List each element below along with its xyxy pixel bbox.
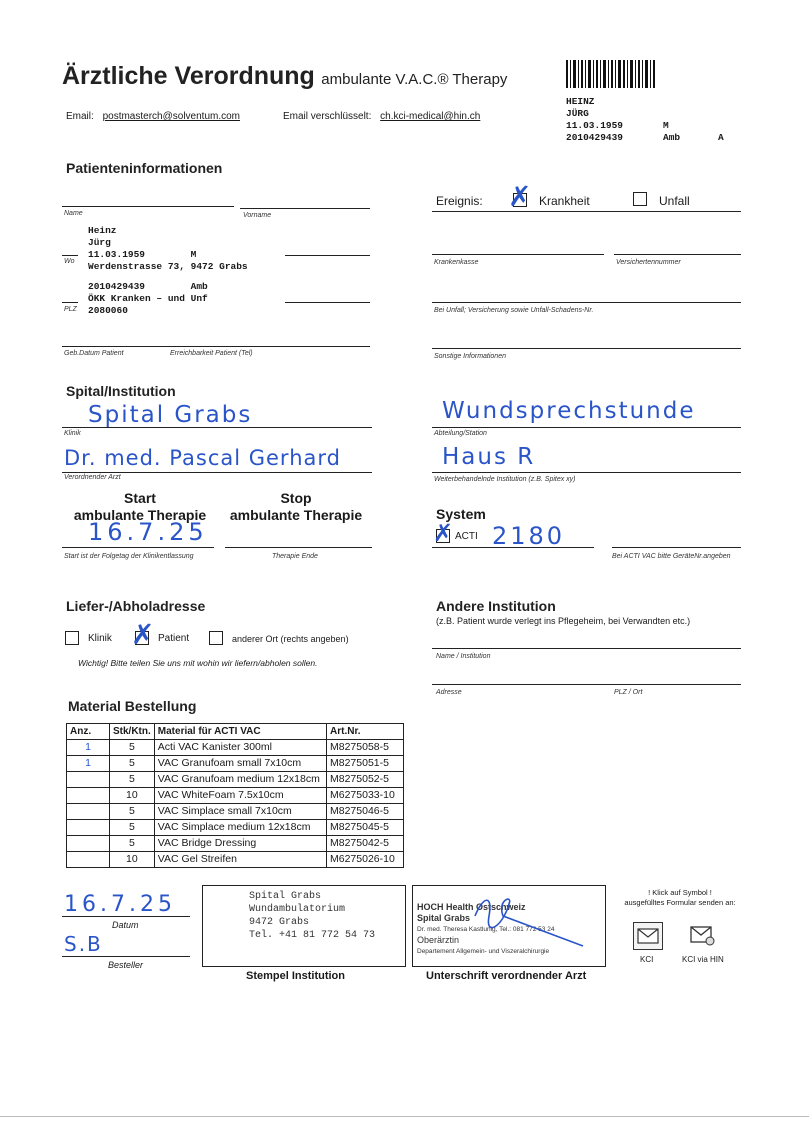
cell-stk: 10 xyxy=(110,788,155,804)
besteller-handwritten: S.B xyxy=(64,932,103,956)
delivery-klinik-checkbox[interactable] xyxy=(65,631,79,645)
caption-other-plz: PLZ / Ort xyxy=(614,689,643,696)
table-row xyxy=(67,820,404,836)
material-section-title: Material Bestellung xyxy=(68,698,197,714)
cell-art: M6275033-10 xyxy=(327,788,404,804)
delivery-other-label: anderer Ort (rechts angeben) xyxy=(232,634,349,644)
barcode-icon xyxy=(566,60,658,88)
label-line: Heinz xyxy=(88,225,117,236)
label-line: 2080060 xyxy=(88,305,128,316)
caption-versnr: Versichertennummer xyxy=(616,259,681,266)
event-label: Ereignis: xyxy=(436,194,483,208)
caption-plz: PLZ xyxy=(64,306,77,313)
delivery-section-title: Liefer-/Abholadresse xyxy=(66,598,206,614)
email-row xyxy=(66,111,240,122)
doctor-stamp-line: Dr. med. Theresa Kastlunig, Tel.: 081 772 53 24 xyxy=(417,926,555,933)
patient-section-title: Patienteninformationen xyxy=(66,160,223,176)
delivery-patient-check-mark: ✗ xyxy=(131,619,155,650)
sticker-type: Amb xyxy=(663,132,681,143)
cell-stk: 5 xyxy=(110,804,155,820)
cell-art: M8275045-5 xyxy=(327,820,404,836)
patient-sticker xyxy=(562,60,762,155)
cell-art: M8275046-5 xyxy=(327,804,404,820)
caption-station: Abteilung/Station xyxy=(434,430,487,437)
label-line: Werdenstrasse 73, 9472 Grabs xyxy=(88,261,248,272)
delivery-note: Wichtig! Bitte teilen Sie uns mit wohin wir liefern/abholen sollen. xyxy=(78,658,318,668)
cell-stk: 5 xyxy=(110,740,155,756)
caption-other-adresse: Adresse xyxy=(436,689,462,696)
stop-title-1: Stop xyxy=(280,490,312,506)
symbol-note xyxy=(610,888,750,908)
acti-check-mark: ✗ xyxy=(433,520,454,547)
delivery-other-checkbox[interactable] xyxy=(209,631,223,645)
email-label: Email: xyxy=(66,111,94,122)
caption-weiter: Weiterbehandelnde Institution (z.B. Spitex xy) xyxy=(434,476,576,483)
table-row xyxy=(67,740,404,756)
cell-anz[interactable] xyxy=(67,788,110,804)
cell-material: VAC WhiteFoam 7.5x10cm xyxy=(154,788,326,804)
email-enc-row xyxy=(283,111,480,122)
weiter-handwritten: Haus R xyxy=(442,444,536,470)
cell-stk: 5 xyxy=(110,820,155,836)
caption-klinik: Klinik xyxy=(64,430,81,437)
mail-hin-icon xyxy=(688,922,716,948)
stamp-line: Spital Grabs xyxy=(249,891,322,902)
caption-besteller: Besteller xyxy=(108,960,144,970)
material-header-row xyxy=(67,724,404,740)
caption-sonstige: Sonstige Informationen xyxy=(434,353,506,360)
caption-system: Bei ACTI VAC bitte GeräteNr.angeben xyxy=(612,553,731,560)
table-row xyxy=(67,836,404,852)
material-table xyxy=(66,723,404,868)
system-title: System xyxy=(436,506,486,522)
doctor-stamp-line: Departement Allgemein- und Viszeralchirurgie xyxy=(417,948,550,955)
caption-start: Start ist der Folgetag der Klinikentlassung xyxy=(64,553,194,560)
cell-stk: 5 xyxy=(110,756,155,772)
cell-art: M8275052-5 xyxy=(327,772,404,788)
cell-art: M8275042-5 xyxy=(327,836,404,852)
patient-label xyxy=(88,225,248,317)
cell-material: VAC Gel Streifen xyxy=(154,852,326,868)
cell-material: VAC Simplace small 7x10cm xyxy=(154,804,326,820)
cell-art: M6275026-10 xyxy=(327,852,404,868)
cell-stk: 5 xyxy=(110,772,155,788)
mail-icon xyxy=(634,923,662,949)
header-material: Material für ACTI VAC xyxy=(154,724,326,740)
caption-name: Name xyxy=(64,210,83,217)
table-row xyxy=(67,852,404,868)
caption-datum: Datum xyxy=(112,920,139,930)
label-line: 2010429439 Amb xyxy=(88,281,208,292)
form-title xyxy=(62,62,507,91)
cell-anz[interactable] xyxy=(67,820,110,836)
stamp-line: Tel. +41 81 772 54 73 xyxy=(249,930,376,941)
klinik-handwritten: Spital Grabs xyxy=(88,402,253,428)
cell-anz[interactable] xyxy=(67,852,110,868)
cell-material: VAC Granufoam medium 12x18cm xyxy=(154,772,326,788)
table-row xyxy=(67,804,404,820)
label-line: 11.03.1959 M xyxy=(88,249,197,260)
email-enc-link[interactable]: ch.kci-medical@hin.ch xyxy=(380,111,481,122)
delivery-patient-label: Patient xyxy=(158,633,190,644)
send-kci-hin-button[interactable] xyxy=(688,922,716,948)
unfall-checkbox[interactable] xyxy=(633,192,647,206)
cell-anz[interactable] xyxy=(67,772,110,788)
sticker-name: HEINZ xyxy=(566,96,595,107)
cell-material: Acti VAC Kanister 300ml xyxy=(154,740,326,756)
label-line: ÖKK Kranken – und Unf xyxy=(88,293,208,304)
caption-vorname: Vorname xyxy=(243,212,272,219)
signature-icon xyxy=(413,886,605,966)
caption-kasse: Krankenkasse xyxy=(434,259,479,266)
unfall-label: Unfall xyxy=(659,194,690,208)
doctor-box xyxy=(412,885,606,967)
sticker-dob: 11.03.1959 xyxy=(566,120,624,131)
cell-anz[interactable] xyxy=(67,804,110,820)
header-art: Art.Nr. xyxy=(327,724,404,740)
cell-material: VAC Granufoam small 7x10cm xyxy=(154,756,326,772)
krankheit-label: Krankheit xyxy=(539,194,590,208)
stamp-caption: Stempel Institution xyxy=(246,970,345,982)
cell-art: M8275058-5 xyxy=(327,740,404,756)
sticker-first: JÜRG xyxy=(566,108,589,119)
scan-edge-divider xyxy=(0,1116,809,1117)
sticker-sex: M xyxy=(663,120,669,131)
table-row xyxy=(67,756,404,772)
cell-stk: 5 xyxy=(110,836,155,852)
caption-unfall: Bei Unfall; Versicherung sowie Unfall-Schadens-Nr. xyxy=(434,307,594,314)
cell-stk: 10 xyxy=(110,852,155,868)
caption-wo: Wo xyxy=(64,258,75,265)
stop-title xyxy=(222,490,370,524)
start-title-2: ambulante Therapie xyxy=(73,507,207,523)
header-stk: Stk/Ktn. xyxy=(110,724,155,740)
krankheit-check-mark: ✗ xyxy=(508,181,532,212)
table-row xyxy=(67,772,404,788)
start-title-1: Start xyxy=(124,490,156,506)
email-enc-label: Email verschlüsselt: xyxy=(283,111,372,122)
kci-hin-label: KCI via HIN xyxy=(682,955,724,964)
stop-title-2: ambulante Therapie xyxy=(229,507,363,523)
footer-date-handwritten: 16.7.25 xyxy=(64,892,176,917)
cell-material: VAC Simplace medium 12x18cm xyxy=(154,820,326,836)
doctor-stamp-line: HOCH Health Ostschweiz xyxy=(417,902,526,912)
table-row xyxy=(67,788,404,804)
station-handwritten: Wundsprechstunde xyxy=(442,398,696,424)
delivery-klinik-label: Klinik xyxy=(88,633,112,644)
start-date-handwritten: 16.7.25 xyxy=(88,518,208,546)
stamp-line: Wundambulatorium xyxy=(249,904,346,915)
doctor-stamp-line: Spital Grabs xyxy=(417,913,471,923)
cell-art: M8275051-5 xyxy=(327,756,404,772)
title-main: Ärztliche Verordnung xyxy=(62,62,315,90)
doctor-stamp-line: Oberärztin xyxy=(417,935,460,945)
symbol-note-1: ! Klick auf Symbol ! xyxy=(648,888,712,897)
send-kci-button[interactable] xyxy=(633,922,663,950)
header-anz: Anz. xyxy=(67,724,110,740)
sticker-flag: A xyxy=(718,132,724,143)
caption-other-name: Name / Institution xyxy=(436,653,491,660)
label-line: Jürg xyxy=(88,237,111,248)
stamp-line: 9472 Grabs xyxy=(249,917,310,928)
cell-anz[interactable] xyxy=(67,836,110,852)
institution-section-title: Spital/Institution xyxy=(66,383,176,399)
other-institution-subtitle: (z.B. Patient wurde verlegt ins Pflegeheim, bei Verwandten etc.) xyxy=(436,616,691,626)
sticker-id: 2010429439 xyxy=(566,132,624,143)
caption-dob: Geb.Datum Patient xyxy=(64,350,124,357)
arzt-handwritten: Dr. med. Pascal Gerhard xyxy=(64,446,341,470)
caption-phone: Erreichbarkeit Patient (Tel) xyxy=(170,350,253,357)
stamp-box xyxy=(202,885,406,967)
system-number-handwritten: 2180 xyxy=(492,522,566,550)
cell-material: VAC Bridge Dressing xyxy=(154,836,326,852)
email-link[interactable]: postmasterch@solventum.com xyxy=(102,111,240,122)
symbol-note-2: ausgefülltes Formular senden an: xyxy=(624,898,736,907)
acti-label: ACTI xyxy=(455,531,478,542)
cell-anz[interactable]: 1 xyxy=(67,756,110,772)
cell-anz[interactable]: 1 xyxy=(67,740,110,756)
other-institution-title: Andere Institution xyxy=(436,598,556,614)
caption-stop: Therapie Ende xyxy=(272,553,318,560)
title-sub: ambulante V.A.C.® Therapy xyxy=(321,71,508,88)
caption-arzt: Verordnender Arzt xyxy=(64,474,121,481)
doctor-caption: Unterschrift verordnender Arzt xyxy=(426,970,587,982)
kci-label: KCI xyxy=(640,955,654,964)
